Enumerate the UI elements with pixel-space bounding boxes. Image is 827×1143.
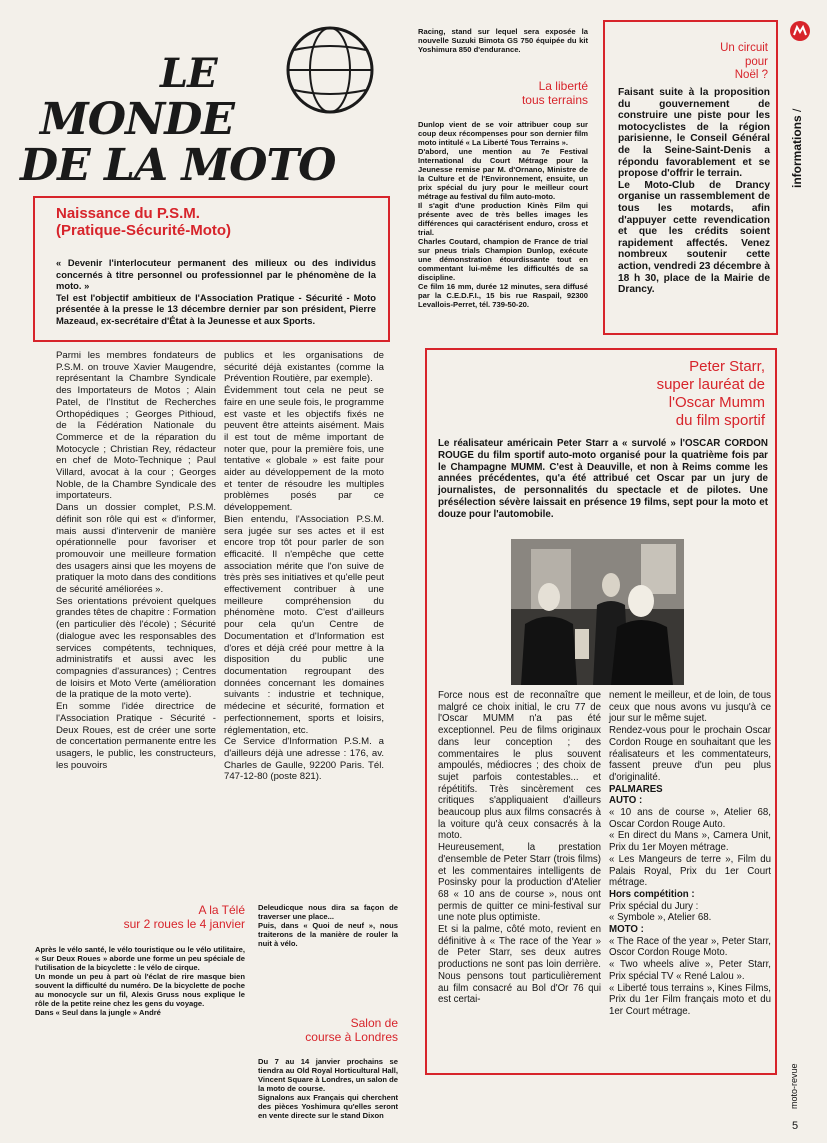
palmares-heading: PALMARES bbox=[609, 783, 663, 795]
award-photo bbox=[511, 539, 684, 685]
hors-competition-awards: Prix spécial du Jury : « Symbole », Atelier 68. bbox=[609, 900, 712, 924]
tele-continued: Deleudicque nous dira sa façon de traverser une place... Puis, dans « Quoi de neuf », nous traiterons de la manière de rouler la nuit à vélo. bbox=[258, 903, 398, 948]
moto-awards: « The Race of the year », Peter Starr, Oscor Cordon Rouge Moto. « Two wheels alive », Peter Starr, Prix spécial TV « René Lalou ». « Liberté tous terrains », Kines Films, Prix du 1er Film français moto et du 1er Court métrage. bbox=[609, 935, 771, 1017]
globe-icon bbox=[280, 20, 380, 120]
liberte-top-text: Racing, stand sur lequel sera exposée la nouvelle Suzuki Bimota GS 750 équipée du kit Yoshimura 850 d'endurance. bbox=[418, 27, 588, 54]
logo-line-2: MONDE bbox=[40, 94, 234, 145]
logo-line-1: LE bbox=[160, 50, 217, 97]
section-divider: / bbox=[790, 108, 804, 112]
hors-competition-heading: Hors compétition : bbox=[609, 888, 695, 900]
moto-heading: MOTO : bbox=[609, 924, 644, 936]
brand-label bbox=[789, 1035, 809, 1115]
liberte-body: Dunlop vient de se voir attribuer coup sur coup deux récompenses pour son dernier film moto intitulé « La Liberté Tous Terrains ». D'abord, une mention au 7e Festival International du Court Métrage pour la Jeunesse remise par M. d'Ornano, Ministre de la Culture et de l'Environnement, ensuite, un prix spécial du jury pour le meilleur court métrage au festival du film auto-moto. Il s'agit d'une production Kinès Film qui présente avec de très belles images les différences qui caractérisent enduro, cross et trial. Charles Coutard, champion de France de trial sur pneus trials Champion Dunlop, exécute une démonstration étourdissante tout en commentant lui-même les difficultés de sa discipline. Ce film 16 mm, durée 12 minutes, sera diffusé par la C.E.D.F.I., 15 bis rue Raspail, 92300 Levallois-Perret, tél. 739-50-20. bbox=[418, 120, 588, 309]
psm-column-2: publics et les organisations de sécurité déjà existantes (comme la Prévention Routière, par exemple). Évidemment tout cela ne peut se faire en une seule fois, le programme est vaste et les objectifs fixés ne peuvent être atteints aisément. Mais il est tout de même important de noter que, pour la première fois, une tentative « globale » est faite pour aider au développement de la moto et tenter de résoudre les multiples problèmes posés par ce développement. Bien entendu, l'Association P.S.M. sera jugée sur ses actes et il est encore trop tôt pour parler de son efficacité. Il n'empêche que cette association mérite que l'on suive de très près ses initiatives et qu'elle peut effectivement contribuer à une meilleure compréhension du phénomène moto. C'est d'ailleurs pour cela qu'un Centre de Documentation et d'Information est d'ores et déjà créé pour mettre à la disposition du public une documentation regroupant des données concernant les domaines suivants : industrie et technique, médecine et sécurité, formation et perfectionnement, sports et loisirs, réglementation, etc. Ce Service d'Information P.S.M. a d'ailleurs déjà une adresse : 176, av. Charles de Gaulle, 92200 Paris. Tél. 747-12-80 (poste 821). bbox=[224, 350, 384, 783]
starr-conclusion: nement le meilleur, et de loin, de tous ceux que nous avons vu jusqu'à ce jour sur le même sujet. Rendez-vous pour le prochain Oscar Cordon Rouge en souhaitant que les réalisateurs et les commentateurs, fassent preuve d'un peu plus d'originalité. bbox=[609, 690, 771, 783]
section-name: informations bbox=[790, 115, 804, 188]
salon-body: Du 7 au 14 janvier prochains se tiendra au Old Royal Horticultural Hall, Vincent Square à Londres, un salon de la moto de course. Signalons aux Français qui cherchent des pièces Yoshimura qu'elles seront en vente directe sur le stand Dixon bbox=[258, 1057, 398, 1120]
salon-title: Salon de course à Londres bbox=[305, 1016, 398, 1044]
auto-heading: AUTO : bbox=[609, 795, 643, 807]
tele-title: A la Télé sur 2 roues le 4 janvier bbox=[123, 903, 245, 931]
moto-logo-icon bbox=[789, 20, 811, 42]
circuit-title: Un circuit pour Noël ? bbox=[720, 42, 768, 81]
starr-column-2 bbox=[609, 690, 771, 1018]
starr-title: Peter Starr, super lauréat de l'Oscar Mumm du film sportif bbox=[656, 358, 765, 429]
magazine-logo bbox=[10, 20, 380, 190]
liberte-title: La liberté tous terrains bbox=[521, 79, 588, 107]
auto-awards: « 10 ans de course », Atelier 68, Oscar Cordon Rouge Auto. « En direct du Mans », Camera Unit, Prix du 1er Moyen métrage. « Les Mangeurs de terre », Film du Palais Royal, Prix du 1er Court métrage. bbox=[609, 807, 771, 889]
logo-line-3: DE LA MOTO bbox=[20, 140, 336, 191]
starr-intro: Le réalisateur américain Peter Starr a « survolé » l'OSCAR CORDON ROUGE du film sportif auto-moto organisé pour la quatrième fois par le Champagne MUMM. C'est à Deauville, et non à Reims comme les années précédentes, qu'a été attribué cet Oscar par un jury de journalistes, de personnalités du spectacle et de pilotes. Une présélection sévère laissait en présence 19 films, sept pour la moto et douze pour l'automobile. bbox=[438, 438, 768, 520]
section-label bbox=[790, 48, 810, 188]
brand-name: moto-revue bbox=[789, 1063, 799, 1109]
psm-title: Naissance du P.S.M. (Pratique-Sécurité-Moto) bbox=[56, 205, 232, 239]
tele-body: Après le vélo santé, le vélo touristique ou le vélo utilitaire, « Sur Deux Roues » aborde une forme un peu spéciale de l'utilisation de la bicyclette : le vélo de cirque. Un monde un peu à part où l'éclat de rire masque bien souvent la difficulté du numéro. De la bicyclette de poche au monocycle sur un fil, Alexis Gruss nous explique le rôle de la petite reine chez les gens du voyage. Dans « Seul dans la jungle » André bbox=[35, 945, 245, 1017]
page-number: 5 bbox=[792, 1120, 799, 1132]
psm-column-1: Parmi les membres fondateurs de P.S.M. on trouve Xavier Maugendre, représentant la Chambre Syndicale des Importateurs de Motos ; Alain Patel, de l'Institut de Recherches Orthopédiques ; Georges Pithioud, de la Fédération Nationale du Commerce et de la réparation du Motocycle ; Christian Rey, rédacteur en chef de Moto-Technique ; Paul Villard, avocat à la cour ; Georges Noble, de la Chambre Syndicale des importateurs. Dans un dossier complet, P.S.M. définit son rôle qui est « d'informer, mais aussi d'intervenir de manière opérationnelle pour favoriser et promouvoir une meilleure formation des usagers ainsi que les moyens de pratiquer la moto dans des conditions de sécurité améliorées ». Ses orientations prévoient quelques grandes têtes de chapitre : Formation (en particulier dès l'école) ; Sécurité (dialogue avec les responsables des services compétents, techniques, administratifs et aussi avec les compagnies d'assurances) ; Centres de loisirs et Moto Verte (amélioration de la pratique de la moto verte). En somme l'idée directrice de l'Association Pratique - Sécurité - Deux Roues, est de créer une sorte de concertation permanente entre les usagers, le public, les constructeurs, les pouvoirs bbox=[56, 350, 216, 771]
circuit-body: Faisant suite à la proposition du gouvernement de construire une piste pour les motocyclistes de la région parisienne, le Conseil Général de la Seine-Saint-Denis a répondu favorablement et se propose d'offrir le terrain. Le Moto-Club de Drancy organise un rassemblement de tous les motards, afin d'appuyer cette revendication et que les crédits soient rapidement affectés. Venez nombreux soutenir cette action, vendredi 23 décembre à 18 h 30, place de la Mairie de Drancy. bbox=[618, 87, 770, 296]
starr-column-1: Force nous est de reconnaître que malgré ce choix initial, le cru 77 de l'Oscar MUMM n'a pas été exceptionnel. Peu de films originaux dans leur conception ; des commentaires le plus souvent ampoulés, médiocres ; des choix de sujet parfois contestables... et répétitifs. Très sincèrement ces critiques s'appliquaient d'ailleurs beaucoup plus aux films consacrés à la voiture qu'à ceux consacrés à la moto. Heureusement, la prestation d'ensemble de Peter Starr (trois films) et les commentaires intelligents de Posinsky pour la production d'Atelier 68 « 10 ans de course », nous ont permis de quitter ce mini-festival sur une note plus optimiste. Et si la palme, côté moto, revient en définitive à « The race of the Year » de Peter Starr, ses deux autres productions ne sont pas loin derrière. Nous pensons tout particulièrement au film consacré au Bol d'Or 76 qui est certai- bbox=[438, 690, 601, 1006]
psm-intro: « Devenir l'interlocuteur permanent des milieux ou des individus concernés à titre personnel ou professionnel par le phénomène de la moto. » Tel est l'objectif ambitieux de l'Association Pratique - Sécurité - Moto présentée à la presse le 13 décembre dernier par son président, Pierre Mazeaud, ex-secrétaire d'État à la Jeunesse et aux Sports. bbox=[56, 257, 376, 326]
